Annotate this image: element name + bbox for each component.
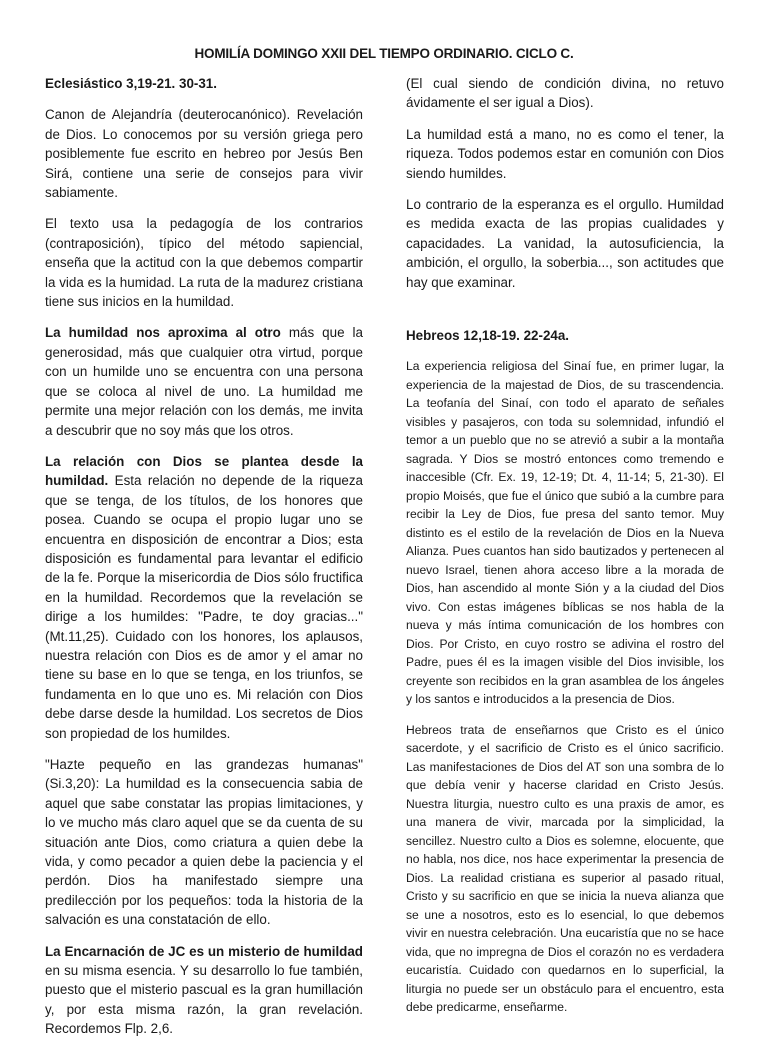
paragraph-lead: La Encarnación de JC es un misterio de humildad xyxy=(45,943,363,959)
paragraph: La experiencia religiosa del Sinaí fue, en primer lugar, la experiencia de la majestad de Dios, de su trascendencia. La teofanía del Sinaí, con todo el aparato de señales visibles y pasajeros, con toda su solemnidad, infundió el temor a un pueblo que no se atrevió a subir a la montaña sagrada. Y Dios se mostró entonces como tremendo e inaccesible (Cfr. Ex. 19, 12-19; Dt. 4, 11-14; 5, 21-30). El propio Moisés, que fue el único que subió a la cumbre para recibir la Ley de Dios, fue presa del santo temor. Muy distinto es el estilo de la revelación de Dios en la Nueva Alianza. Pues cuantos han sido bautizados y pertenecen al nuevo Israel, tienen ahora acceso libre a la morada de Dios, han ascendido al monte Sión y a la ciudad del Dios vivo. Con estas imágenes bíblicas se nos habla de la nueva y más íntima comunicación de los hombres con Dios. Por Cristo, en cuyo rostro se adivina el rostro del Padre, pues él es la imagen visible del Dios invisible, los creyente son recibidos en la gran asamblea de los ángeles y los santos e introducidos a la presencia de Dios. xyxy=(406,359,724,707)
paragraph xyxy=(45,452,363,743)
section-spacer xyxy=(406,304,724,326)
left-column xyxy=(45,74,363,1051)
paragraph-lead: La relación con Dios se plantea desde la humildad. xyxy=(45,453,363,489)
paragraph xyxy=(45,942,363,1039)
paragraph: Lo contrario de la esperanza es el orgullo. Humildad es medida exacta de las propias cualidades y capacidades. La vanidad, la autosuficiencia, la ambición, el orgullo, la soberbia..., son actitudes que hay que examinar. xyxy=(406,197,724,290)
section-heading-hebreos: Hebreos 12,18-19. 22-24a. xyxy=(406,328,570,344)
page-title: HOMILÍA DOMINGO XXII DEL TIEMPO ORDINARIO. CICLO C. xyxy=(194,46,574,61)
paragraph: (El cual siendo de condición divina, no retuvo ávidamente el ser igual a Dios). xyxy=(406,76,724,111)
paragraph: El texto usa la pedagogía de los contrarios (contraposición), típico del método sapiencial, enseña que la actitud con la que debemos compartir la vida es la humidad. La ruta de la madurez cristiana tiene sus inicios en la humildad. xyxy=(45,216,363,310)
paragraph-text: más que la generosidad, más que cualquier otra virtud, porque con un humilde uno se encuentra con una persona que se coloca al nivel de uno. La humildad me permite una mejor relación con los demás, me invita a descubrir que no soy más que los otros. xyxy=(45,325,363,438)
paragraph: "Hazte pequeño en las grandezas humanas"(Si.3,20): La humildad es la consecuencia sabia de aquel que sabe constatar las propias limitaciones, y lo ve mucho más claro aquel que se da cuenta de su situación ante Dios, como criatura a quien debe la vida, y como pecador a quien debe la paciencia y el perdón. Dios ha manifestado siempre una predilección por los pequeños: toda la historia de la salvación es una constatación de ello. xyxy=(45,757,363,928)
paragraph: Canon de Alejandría (deuterocanónico). Revelación de Dios. Lo conocemos por su versión griega pero posiblemente fue escrito en hebreo por Jesús Ben Sirá, contiene una serie de consejos para vivir sabiamente. xyxy=(45,107,363,201)
paragraph-lead: La humildad nos aproxima al otro xyxy=(45,325,281,341)
paragraph: Hebreos trata de enseñarnos que Cristo es el único sacerdote, y el sacrificio de Cristo es el único sacrificio. Las manifestaciones de Dios del AT son una sombra de lo que debía venir y hacerse claridad en Cristo Jesús. Nuestra liturgia, nuestro culto es una praxis de amor, es una manera de vivir, marcada por la simplicidad, la sencillez. Nuestro culto a Dios es solemne, elocuente, que no habla, nos dice, nos hace experimentar la presencia de Dios. La realidad cristiana es superior al pasado ritual, Cristo y su sacrificio en que se inicia la nueva alianza que se une a nosotros, esto es lo esencial, lo que debemos vivir en nuestra celebración. Una eucaristía que no se hace vida, que no impregna de Dios el corazón no es verdadera eucaristía. Cuidado con quedarnos en lo superficial, la liturgia no puede ser un obstáculo para el encuentro, esta debe predicarme, enseñarme. xyxy=(406,722,724,1015)
paragraph: La humildad está a mano, no es como el tener, la riqueza. Todos podemos estar en comunión con Dios siendo humildes. xyxy=(406,126,724,181)
section-heading-eclesiastico: Eclesiástico 3,19-21. 30-31. xyxy=(45,76,217,91)
paragraph-text: en su misma esencia. Y su desarrollo lo fue también, puesto que el misterio pascual es la gran humillación y, por esta misma razón, la gran revelación. Recordemos Flp. 2,6. xyxy=(45,963,363,1037)
right-column xyxy=(406,74,724,1029)
paragraph-text: Esta relación no depende de la riqueza que se tenga, de los títulos, de los honores que posea. Cuando se ocupa el propio lugar uno se encuentra en disposición de encontrar a Dios; esta disposición es fundamental para levantar el edificio de la fe. Porque la misericordia de Dios sólo fructifica en la humildad. Recordemos que la revelación se dirige a los humildes: "Padre, te doy gracias..." (Mt.11,25). Cuidado con los honores, los aplausos, nuestra relación con Dios es de amor y el amar no tiene su base en lo que se tenga, en los triunfos, se fundamenta en lo que uno es. Mi relación con Dios debe darse desde la humildad. Los secretos de Dios son propiedad de los humildes. xyxy=(45,473,363,741)
paragraph xyxy=(45,323,363,439)
